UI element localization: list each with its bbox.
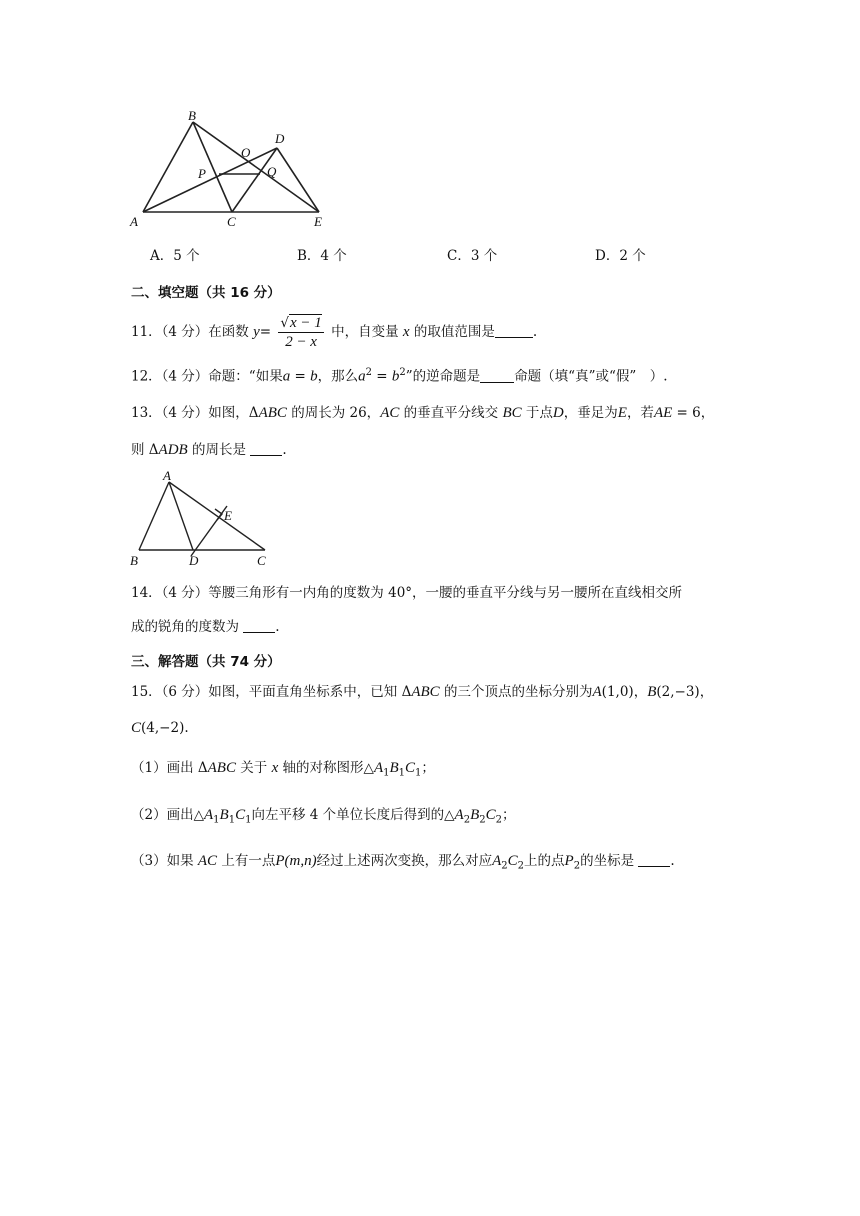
- label-Q: Q: [267, 164, 277, 179]
- label-B2: B: [130, 553, 138, 568]
- label-D: D: [275, 131, 285, 146]
- figure-triangles-apqe: [125, 108, 340, 233]
- label-D2: D: [189, 553, 199, 568]
- question-15-line2: C(4,−2).: [131, 720, 189, 736]
- option-c: C．3 个: [447, 248, 498, 264]
- question-14-line2: 成的锐角的度数为 .: [131, 619, 280, 635]
- label-P: P: [198, 166, 206, 181]
- label-A: A: [130, 214, 138, 229]
- label-C2: C: [257, 553, 266, 568]
- question-13-line2: 则 ΔADB 的周长是 .: [131, 442, 287, 458]
- question-14-line1: 14．（4 分）等腰三角形有一内角的度数为 40°，一腰的垂直平分线与另一腰所在直线相交所: [131, 585, 683, 601]
- option-b: B．4 个: [297, 248, 347, 264]
- question-11: 11．（4 分）在函数 y= $\frac{√x - 1}{2 - x}$ 中，自变量 x 的取值范围是 .: [131, 315, 538, 350]
- label-B: B: [188, 108, 196, 123]
- question-15-part2: （2）画出$\triangle A_1B_1C_1$向左平移 4 个单位长度后得到的$\triangle A_2B_2C_2$；: [131, 807, 516, 826]
- question-15-line1: 15．（6 分）如图，平面直角坐标系中，已知 ΔABC 的三个顶点的坐标分别为A(1,0)，B(2,−3)，: [131, 684, 714, 700]
- question-12: 12．（4 分）命题：“如果a = b，那么$a^2 = b^2$”的逆命题是 命题（填“真”或“假” ）.: [131, 367, 668, 385]
- label-E: E: [314, 214, 322, 229]
- figure-triangle-abc-bisector: [125, 470, 275, 570]
- label-A2: A: [163, 470, 171, 483]
- question-15-part1: （1）画出 ΔABC 关于 x 轴的对称图形$\triangle A_1B_1C_1$；: [131, 760, 435, 779]
- fraction-sqrt: $\frac{√x - 1}{2 - x}$: [280, 315, 322, 350]
- section-answer-title: 三、解答题（共 74 分）: [131, 654, 281, 670]
- question-15-part3: （3）如果 AC 上有一点P(m,n)经过上述两次变换，那么对应$A_2C_2$上的点$P_2$的坐标是 .: [131, 853, 675, 872]
- question-13-line1: 13．（4 分）如图，ΔABC 的周长为 26，AC 的垂直平分线交 BC 于点D，垂足为E，若AE = 6，: [131, 405, 715, 421]
- section-fill-in-title: 二、填空题（共 16 分）: [131, 285, 281, 301]
- label-C: C: [227, 214, 236, 229]
- option-d: D．2 个: [595, 248, 646, 264]
- label-E2: E: [224, 508, 232, 523]
- option-a: A．5 个: [150, 248, 200, 264]
- label-O: O: [241, 145, 251, 160]
